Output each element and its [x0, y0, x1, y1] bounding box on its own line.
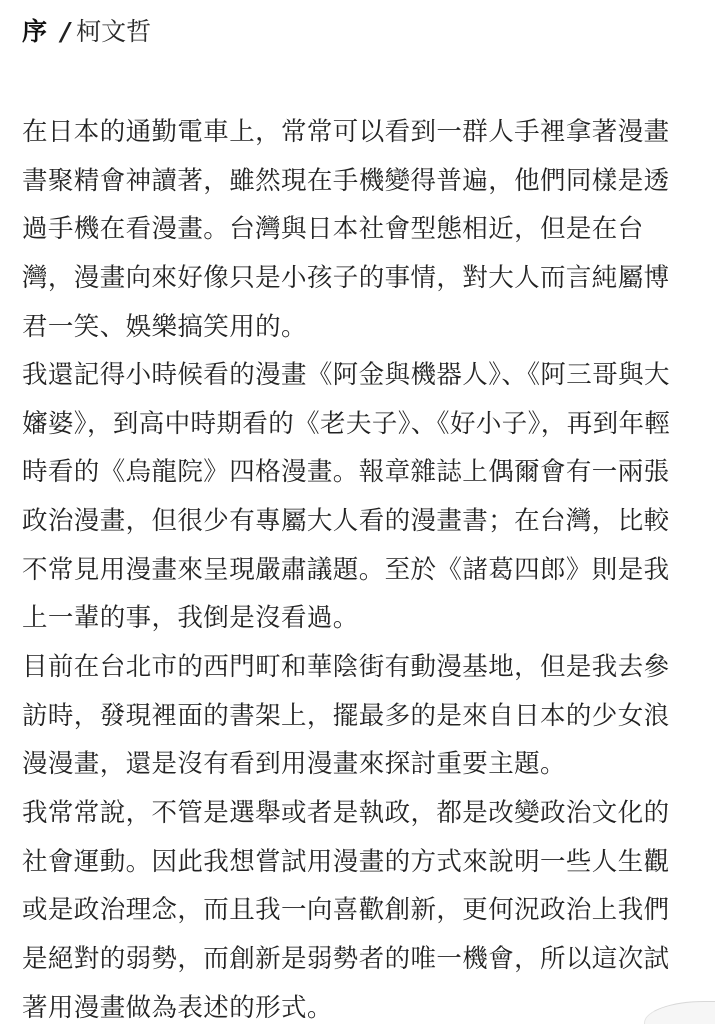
text-line: 或是政治理念，而且我一向喜歡創新，更何況政治上我們: [22, 895, 670, 926]
text-line: 我還記得小時候看的漫畫《阿金與機器人》、《阿三哥與大: [22, 360, 670, 391]
author-name: 柯文哲: [76, 17, 152, 46]
text-line: 過手機在看漫畫。台灣與日本社會型態相近，但是在台: [22, 214, 644, 245]
header-separator: /: [61, 17, 71, 46]
chapter-header: [22, 14, 151, 50]
text-line: 著用漫畫做為表述的形式。: [22, 992, 333, 1023]
text-line: 是絕對的弱勢，而創新是弱勢者的唯一機會，所以這次試: [22, 943, 670, 974]
text-line: 在日本的通勤電車上，常常可以看到一群人手裡拿著漫畫: [22, 117, 670, 147]
text-line: 不常見用漫畫來呈現嚴肅議題。至於《諸葛四郎》則是我: [22, 554, 670, 585]
text-line: 我常常說，不管是選舉或者是執政，都是改變政治文化的: [22, 797, 670, 828]
article-body: [22, 108, 702, 1032]
text-line: 政治漫畫，但很少有專屬大人看的漫畫書；在台灣，比較: [22, 506, 670, 537]
text-line: 社會運動。因此我想嘗試用漫畫的方式來說明一些人生觀: [22, 846, 670, 877]
text-line: 目前在台北市的西門町和華陰街有動漫基地，但是我去參: [22, 652, 670, 683]
text-line: 書聚精會神讀著，雖然現在手機變得普遍，他們同樣是透: [22, 165, 670, 196]
text-line: 上一輩的事，我倒是沒看過。: [22, 603, 359, 634]
text-line: 君一笑、娛樂搞笑用的。: [22, 311, 307, 342]
text-line: 漫漫畫，還是沒有看到用漫畫來探討重要主題。: [22, 749, 566, 780]
chapter-label: 序: [22, 17, 48, 46]
text-line: 時看的《烏龍院》四格漫畫。報章雜誌上偶爾會有一兩張: [22, 457, 670, 488]
text-line: 嬸婆》，到高中時期看的《老夫子》、《好小子》，再到年輕: [22, 408, 671, 439]
text-line: 灣，漫畫向來好像只是小孩子的事情，對大人而言純屬博: [22, 262, 670, 293]
text-line: 訪時，發現裡面的書架上，擺最多的是來自日本的少女浪: [22, 700, 670, 731]
